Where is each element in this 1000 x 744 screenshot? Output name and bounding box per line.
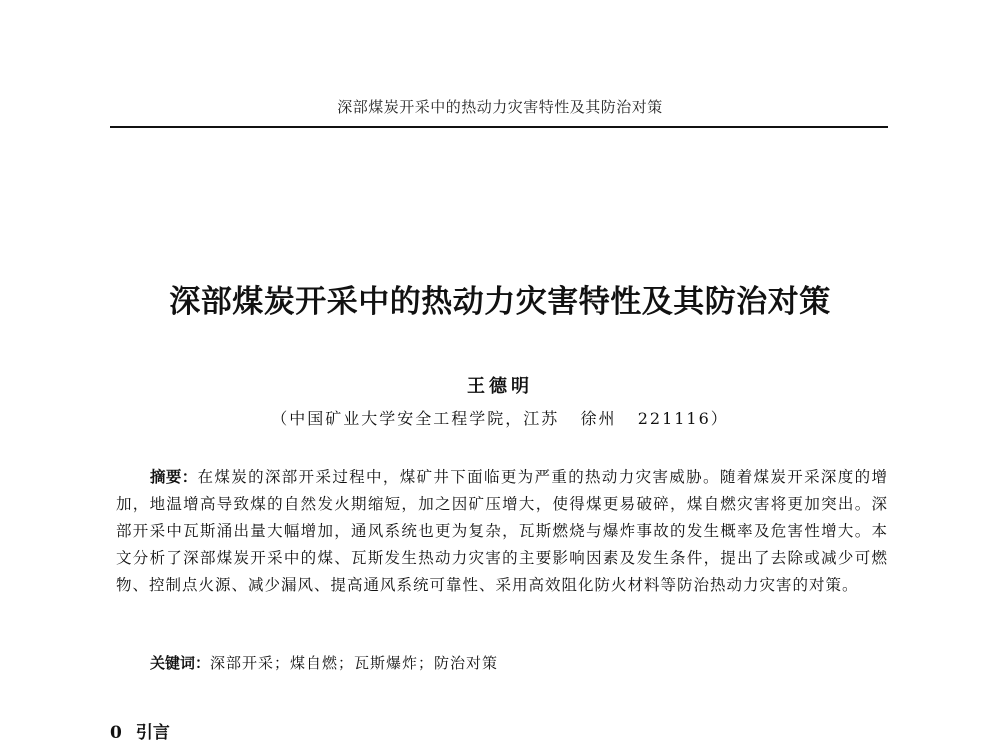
paper-title: 深部煤炭开采中的热动力灾害特性及其防治对策 [169,284,831,320]
running-header: 深部煤炭开采中的热动力灾害特性及其防治对策 [337,98,663,116]
section-title: 引言 [135,723,170,743]
author-name: 王德明 [467,376,533,397]
section-heading [110,718,170,743]
keywords-label: 关键词： [150,654,211,672]
section-number: 0 [110,723,122,743]
abstract-label: 摘要： [150,468,198,486]
keywords-text: 深部开采；煤自燃；瓦斯爆炸；防治对策 [210,654,499,672]
abstract [116,464,888,599]
author-affiliation: （中国矿业大学安全工程学院，江苏 徐州 221116） [271,409,729,428]
header-rule [110,126,888,128]
abstract-text: 在煤炭的深部开采过程中，煤矿井下面临更为严重的热动力灾害威胁。随着煤炭开采深度的增加，地温增高导致煤的自然发火期缩短，加之因矿压增大，使得煤更易破碎，煤自燃灾害将更加突出。深部开采中瓦斯涌出量大幅增加，通风系统也更为复杂，瓦斯燃烧与爆炸事故的发生概率及危害性增大。本文分析了深部煤炭开采中的煤、瓦斯发生热动力灾害的主要影响因素及发生条件，提出了去除或减少可燃物、控制点火源、减少漏风、提高通风系统可靠性、采用高效阻化防火材料等防治热动力灾害的对策。 [116,468,888,594]
keywords [150,652,890,673]
